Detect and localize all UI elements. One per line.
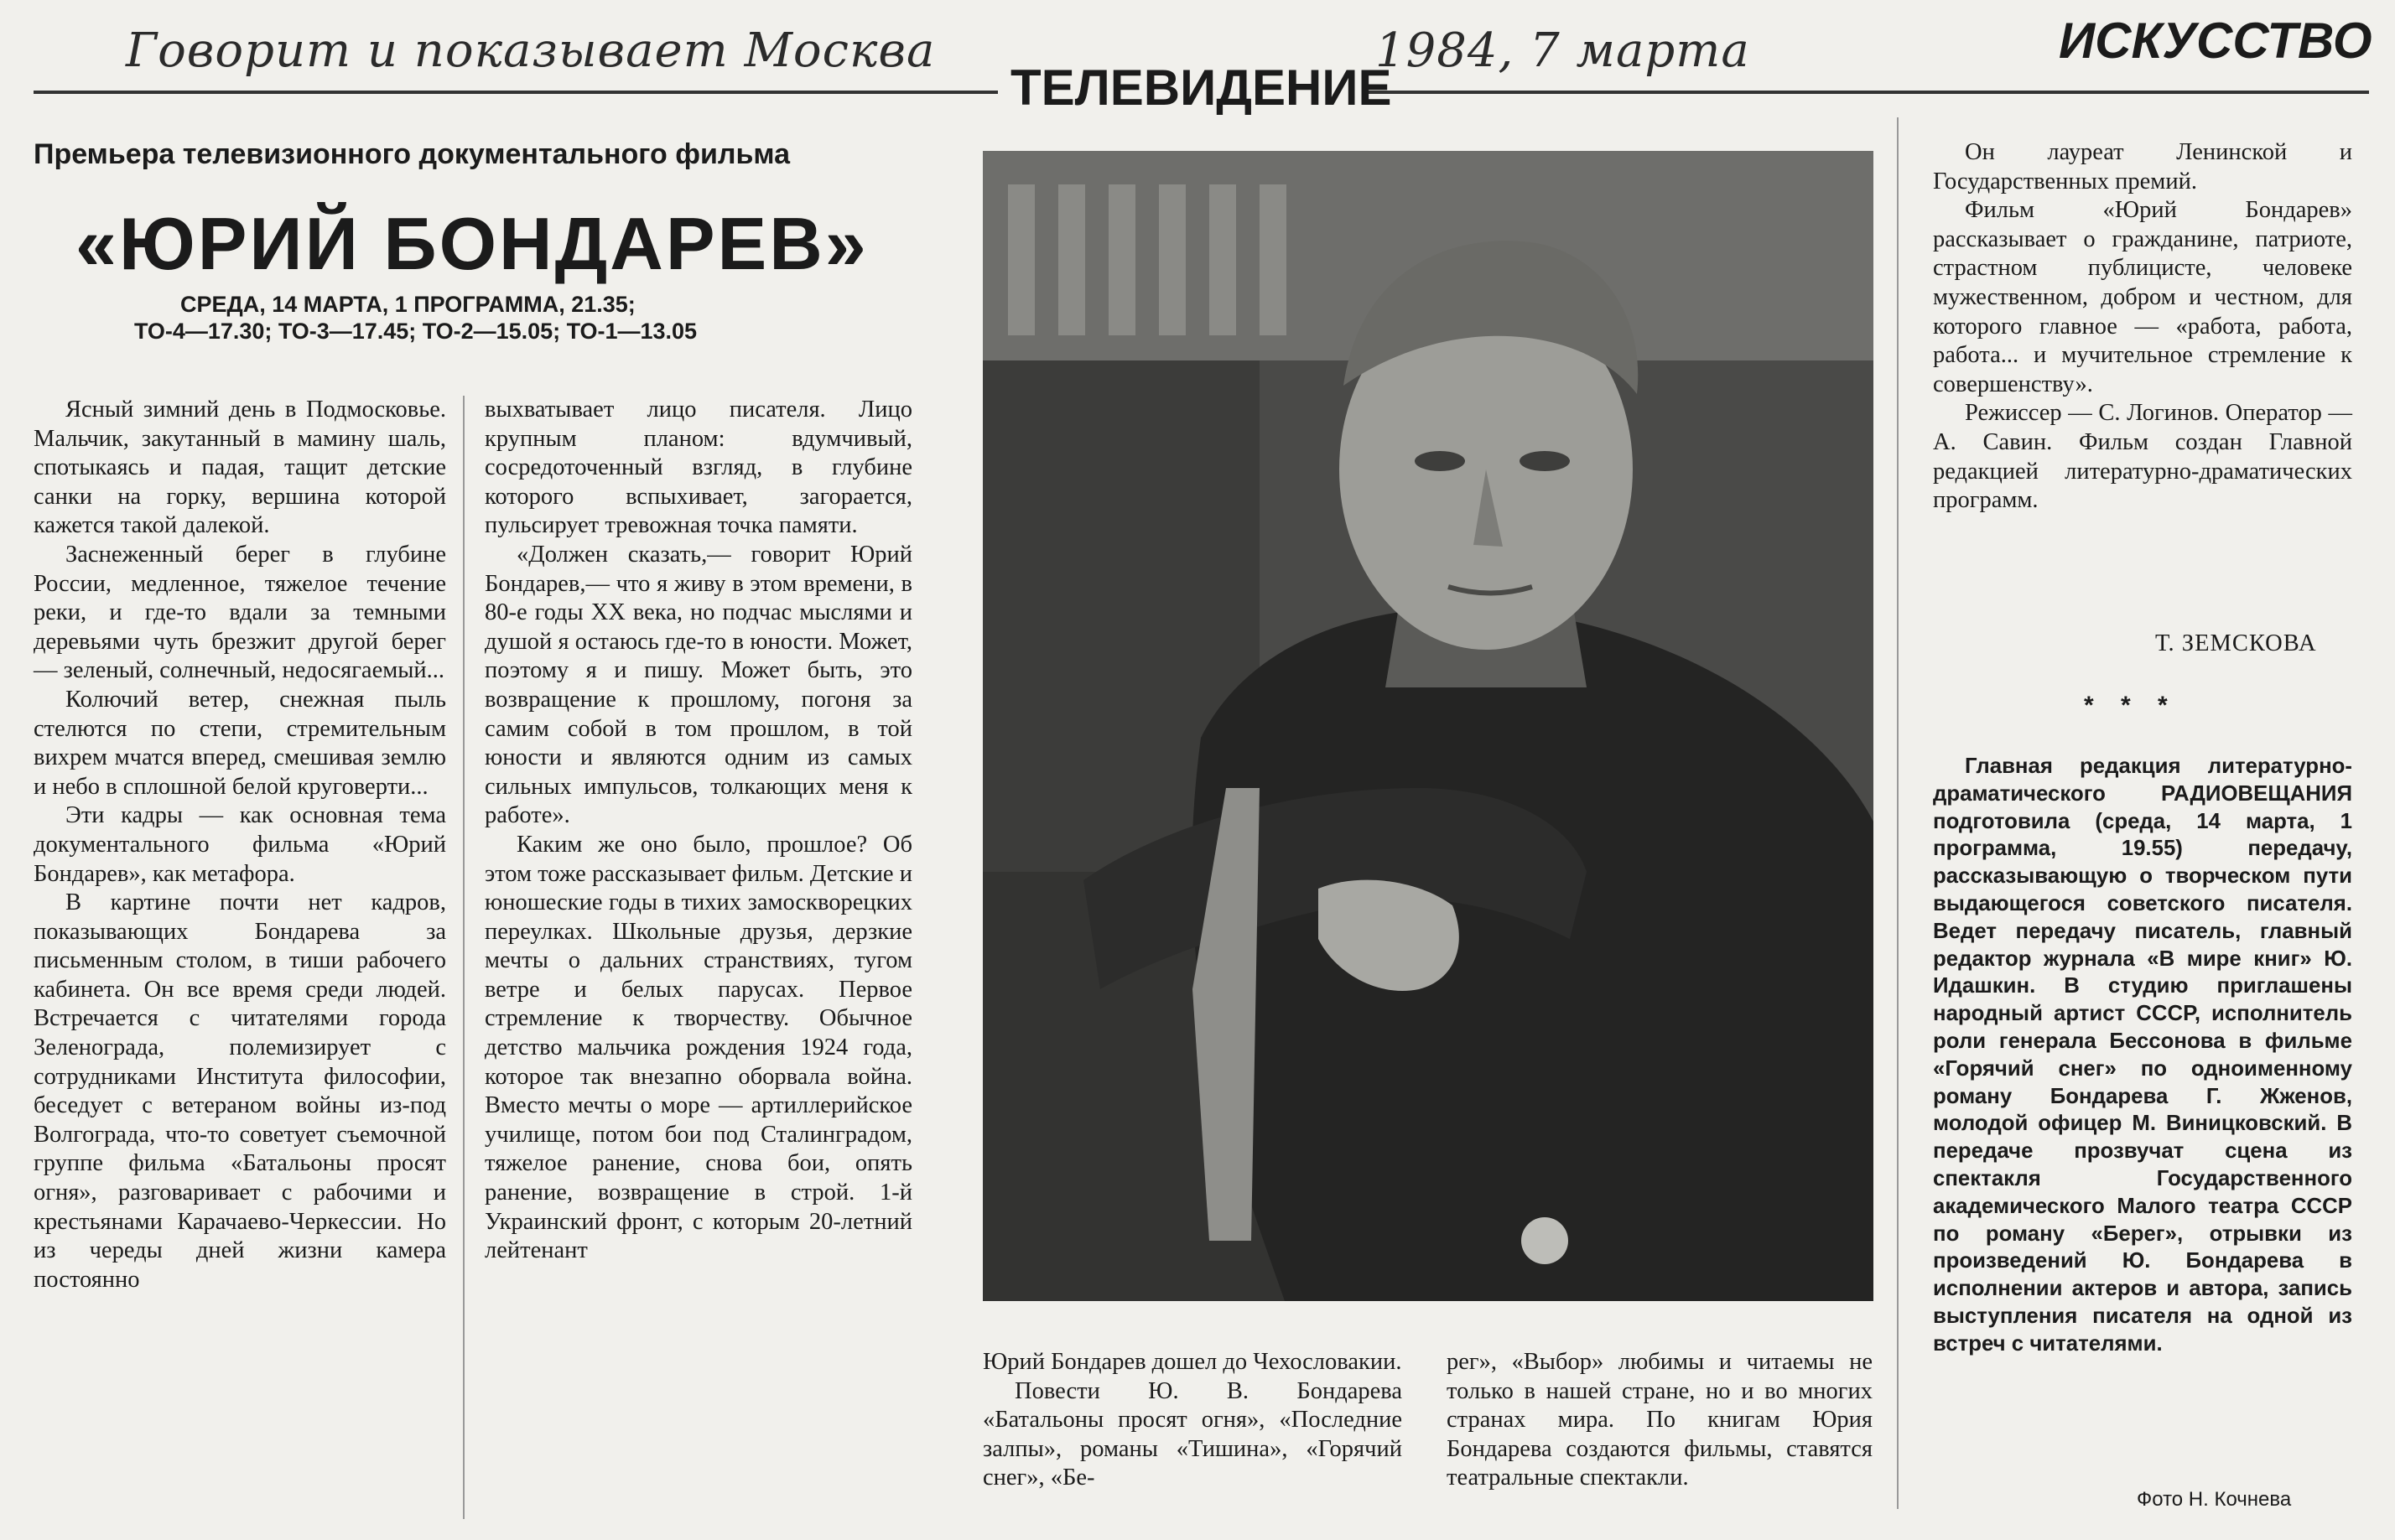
header-rule-left — [34, 91, 998, 94]
section-rubric: ИСКУССТВО — [2059, 13, 2372, 69]
paragraph: Главная редакция литературно-драматического РАДИОВЕЩАНИЯ подготовила (среда, 14 марта, 1 программа, 19.55) передачу, рассказывающую о творческом пути выдающегося советского писателя. Ведет передачу писатель, главный редактор журнала «В мире книг» Ю. Идашкин. В студию приглашены народный артист СССР, исполнитель роли генерала Бессонова в фильме «Горячий снег» по одноименному роману Бондарева Г. Жженов, молодой офицер М. Виницковский. В передаче прозвучат сцена из спектакля Государственного академического Малого театра СССР по роману «Берег», отрывки из произведений Ю. Бондарева в исполнении актеров и автора, запись выступления писателя на одной из встреч с читателями. — [1933, 754, 2352, 1356]
schedule-line-1: СРЕДА, 14 МАРТА, 1 ПРОГРАММА, 21.35; — [180, 292, 636, 317]
paragraph: Заснеженный берег в глубине России, медленное, тяжелое течение реки, и где-то вдали за темными деревьями чуть брезжит другой берег — зеленый, солнечный, недосягаемый... — [34, 541, 446, 684]
paragraph: В картине почти нет кадров, показывающих Бондарева за письменным столом, в тиши рабочего кабинета. Он все время среди людей. Встречается с читателями города Зеленограда, полемизирует с сотрудниками Института философии, беседует с ветераном войны из-под Волгограда, что-то советует съемочной группе фильма «Батальоны просят огня», разговаривает с рабочими и крестьянами Карачаево-Черкессии. Но из череды дней жизни камера постоянно — [34, 889, 446, 1293]
paragraph: Он лауреат Ленинской и Государственных премий. — [1933, 139, 2352, 194]
photo-credit: Фото Н. Кочнева — [2137, 1488, 2292, 1511]
schedule-line-2: ТО-4—17.30; ТО-3—17.45; ТО-2—15.05; ТО-1—13.05 — [134, 319, 698, 344]
column-3 — [983, 1348, 1402, 1493]
article-kicker: Премьера телевизионного документального фильма — [34, 138, 790, 170]
handwritten-note-left: Говорит и показывает Москва — [126, 23, 936, 78]
paragraph: Фильм «Юрий Бондарев» рассказывает о гражданине, патриоте, страстном публицисте, человеке мужественном, добром и честном, для которого главное — «работа, работа, работа... и мучительное стремление к совершенству». — [1933, 197, 2352, 397]
radio-announcement — [1933, 753, 2352, 1358]
paragraph: Эти кадры — как основная тема документального фильма «Юрий Бондарев», как метафора. — [34, 802, 446, 887]
paragraph: Ясный зимний день в Подмосковье. Мальчик, закутанный в мамину шаль, спотыкаясь и падая, тащит детские санки на горку, вершина которой кажется такой далекой. — [34, 397, 446, 539]
paragraph: Каким же оно было, прошлое? Об этом тоже рассказывает фильм. Детские и юношеские годы в тихих замоскворецких переулках. Школьные друзья, дерзкие мечты о дальних странствиях, тугом ветре и белых парусах. Первое стремление к творчеству. Обычное детство мальчика рождения 1924 года, которое так внезапно оборвала война. Вместо мечты о море — артиллерийское училище, потом бои под Сталинградом, тяжелое ранение, снова бои, опять ранение, возвращение в строй. 1-й Украинский фронт, с которым 20-летний лейтенант — [485, 831, 912, 1264]
paragraph: Колючий ветер, снежная пыль стелются по степи, стремительным вихрем мчатся вперед, смешивая землю и небо в сплошной белой круговерти... — [34, 686, 446, 800]
column-divider — [1897, 117, 1899, 1509]
column-4 — [1447, 1348, 1873, 1493]
header-rule-right — [1363, 91, 2369, 94]
column-2 — [485, 396, 912, 1266]
paragraph: Режиссер — С. Логинов. Оператор — А. Савин. Фильм создан Главной редакцией литературно-драматических программ. — [1933, 400, 2352, 514]
author-photo — [983, 151, 1873, 1301]
article-author: Т. ЗЕМСКОВА — [2155, 630, 2317, 656]
column-divider — [463, 396, 465, 1519]
column-5 — [1933, 138, 2352, 516]
column-1 — [34, 396, 446, 1294]
paragraph: Юрий Бондарев дошел до Чехословакии. — [983, 1349, 1402, 1375]
section-title: ТЕЛЕВИДЕНИЕ — [1010, 60, 1392, 116]
article-title: «ЮРИЙ БОНДАРЕВ» — [75, 202, 869, 285]
handwritten-date: 1984, 7 марта — [1375, 23, 1750, 78]
section-separator: * * * — [2084, 692, 2178, 719]
portrait-illustration — [983, 151, 1873, 1301]
paragraph: Повести Ю. В. Бондарева «Батальоны просят огня», «Последние залпы», романы «Тишина», «Горячий снег», «Бе- — [983, 1377, 1402, 1491]
paragraph: рег», «Выбор» любимы и читаемы не только в нашей стране, но и во многих странах мира. По книгам Юрия Бондарева создаются фильмы, ставятся театральные спектакли. — [1447, 1349, 1873, 1491]
paragraph: «Должен сказать,— говорит Юрий Бондарев,— что я живу в этом времени, в 80-е годы XX века, но подчас мыслями и душой я остаюсь где-то в юности. Может, поэтому я и пишу. Может быть, это возвращение к прошлому, погоня за самим собой в том прошлом, в той юности и являются одним из самых сильных импульсов, толкающих меня к работе». — [485, 541, 912, 829]
paragraph: выхватывает лицо писателя. Лицо крупным планом: вдумчивый, сосредоточенный взгляд, в глубине которого вспыхивает, загорается, пульсирует тревожная точка памяти. — [485, 397, 912, 539]
